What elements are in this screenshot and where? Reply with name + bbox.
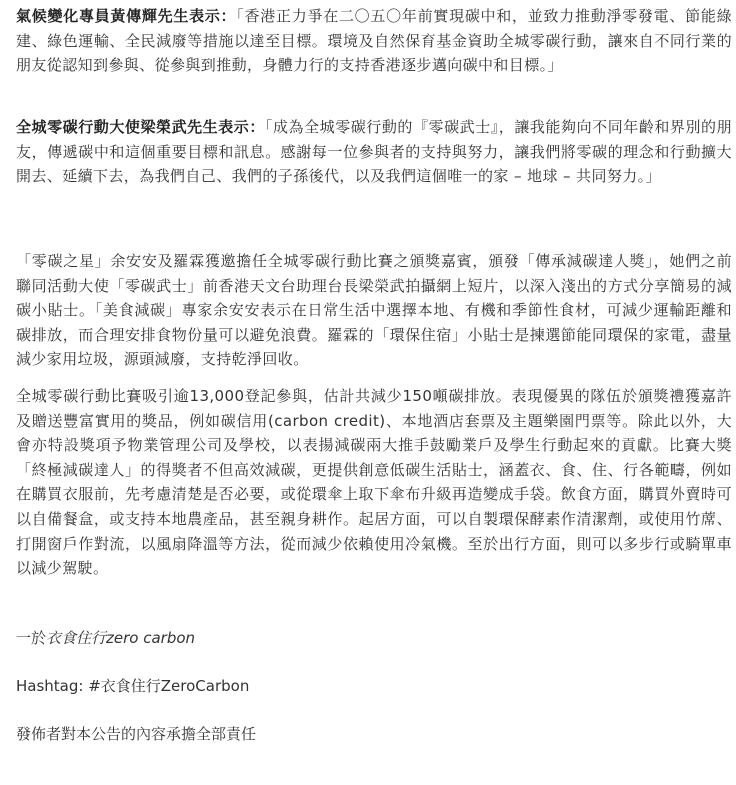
quote-text: 「成為全城零碳行動的『零碳武士』，讓我能夠向不同年齡和界別的朋友，傳遞碳中和這個重要目標和訊息。感謝每一位參與者的支持與努力，讓我們將零碳的理念和行動擴大開去、延續下去，為我們自己、我們的子孫後代，以及我們這個唯一的家 – 地球 – 共同努力。」 bbox=[16, 118, 732, 186]
press-release-article bbox=[16, 4, 732, 770]
paragraph-ambassador-quote bbox=[16, 115, 732, 249]
paragraph-text: 全城零碳行動比賽吸引逾13,000登記參與，估計共減少150噸碳排放。表現優異的隊伍於頒獎禮獲嘉許及贈送豐富實用的獎品，例如碳信用(carbon credit)、本地酒店套票及主題樂園門票等。除此以外，大會亦特設獎項予物業管理公司及學校，以表揚減碳兩大推手鼓勵業戶及學生行動起來的貢獻。比賽大獎「終極減碳達人」的得獎者不但高效減碳，更提供創意低碳生活貼士，涵蓋衣、食、住、行各範疇，例如在購買衣服前，先考慮清楚是否必要，或從環傘上取下傘布升級再造變成手袋。飲食方面，購買外賣時可以自備餐盒，或支持本地農產品，甚至親身耕作。起居方面，可以自製環保酵素作清潔劑，或使用竹蓆、打開窗戶作對流，以風扇降溫等方法，從而減少依賴使用冷氣機。至於出行方面，則可以多步行或騎單車以減少駕駛。 bbox=[16, 387, 732, 578]
signoff-prefix: 一於 bbox=[16, 629, 47, 647]
signoff-tagline: 衣食住行zero carbon bbox=[46, 629, 196, 647]
paragraph-climate-commissioner-quote bbox=[16, 4, 732, 115]
paragraph-text: 「零碳之星」余安安及羅霖獲邀擔任全城零碳行動比賽之頒獎嘉賓，頒發「傳承減碳達人獎」，她們之前聯同活動大使「零碳武士」前香港天文台助理台長梁榮武拍攝網上短片，以深入淺出的方式分享簡易的減碳小貼士。「美食減碳」專家余安安表示在日常生活中選擇本地、有機和季節性食材，可減少運輸距離和碳排放，而合理安排食物份量可以避免浪費。羅霖的「環保住宿」小貼士是揀選節能同環保的家電，盡量減少家用垃圾，源頭減廢，支持乾淨回收。 bbox=[16, 252, 732, 369]
paragraph-competition-results bbox=[16, 384, 732, 626]
quote-text: 「香港正力爭在二〇五〇年前實現碳中和，並致力推動淨零發電、節能綠建、綠色運輸、全民減廢等措施以達至目標。環境及自然保育基金資助全城零碳行動，讓來自不同行業的朋友從認知到參與、從參與到推動，身體力行的支持香港逐步邁向碳中和目標。」 bbox=[16, 7, 732, 75]
publisher-disclaimer: 發佈者對本公告的內容承擔全部責任 bbox=[16, 725, 257, 743]
signoff-line bbox=[16, 626, 732, 674]
speaker-label: 氣候變化專員黃傳輝先生表示： bbox=[16, 7, 237, 25]
paragraph-zero-carbon-stars bbox=[16, 249, 732, 384]
hashtag-line: Hashtag: #衣食住行ZeroCarbon bbox=[16, 677, 250, 695]
speaker-label: 全城零碳行動大使梁榮武先生表示： bbox=[16, 118, 265, 136]
